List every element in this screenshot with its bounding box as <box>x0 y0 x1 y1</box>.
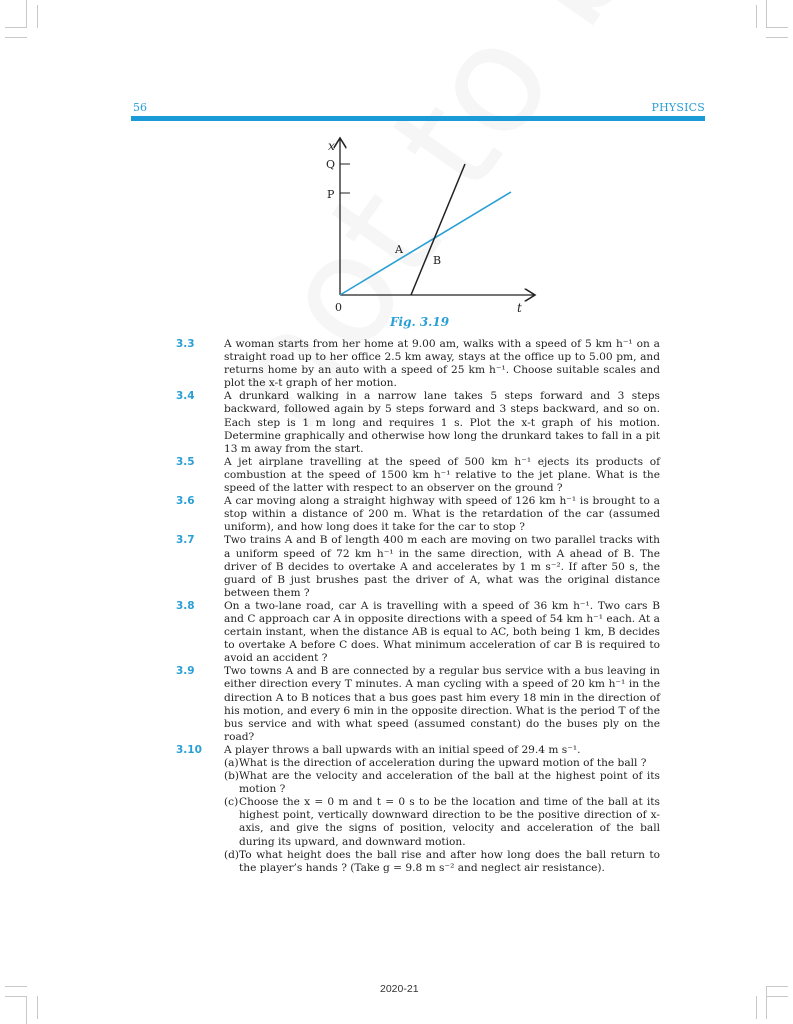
crop-mark-bottom-right <box>766 986 788 987</box>
sub-question-text: Choose the x = 0 m and t = 0 s to be the location and time of the ball at its highest point, vertically downward direction to be the positive direction of x-axis, and give the signs of position, velocity and acceleration of the ball during its upward, and downward motion. <box>239 796 660 848</box>
crop-mark-bottom-left <box>37 996 38 1019</box>
t-axis-label: t <box>517 301 522 315</box>
sub-question-d <box>224 849 660 875</box>
sub-question-text: To what height does the ball rise and after how long does the ball return to the player’s hands ? (Take g = 9.8 m s⁻² and neglect air resistance). <box>239 848 660 874</box>
crop-mark-bottom-left <box>5 986 27 987</box>
problem-3-4 <box>176 390 660 455</box>
crop-mark-bottom-right <box>766 986 767 1019</box>
problem-text: A drunkard walking in a narrow lane takes 5 steps forward and 3 steps backward, followed again by 5 steps forward and 3 steps backward, and so on. Each step is 1 m long and requires 1 s. Plot the x-t graph of his motion. Determine graphically and otherwise how long the drunkard takes to fall in a pit 13 m away from the start. <box>224 390 660 455</box>
problem-number: 3.10 <box>176 743 202 756</box>
problem-number: 3.6 <box>176 495 195 508</box>
problem-3-6 <box>176 495 660 534</box>
exercise-list <box>176 338 660 875</box>
problem-3-10 <box>176 744 660 875</box>
crop-mark-top-right <box>766 0 767 28</box>
sub-question-a <box>224 757 660 770</box>
header-rule <box>131 116 705 121</box>
crop-mark-top-left <box>5 37 27 38</box>
sub-question-text: What is the direction of acceleration during the upward motion of the ball ? <box>239 757 647 769</box>
problem-text: Two trains A and B of length 400 m each are moving on two parallel tracks with a uniform speed of 72 km h⁻¹ in the same direction, with A ahead of B. The driver of B decides to overtake A and accelerates by 1 m s⁻². If after 50 s, the guard of B just brushes past the driver of A, what was the original distance between them ? <box>224 534 660 599</box>
problem-number: 3.5 <box>176 455 195 468</box>
crop-mark-top-right <box>756 5 757 28</box>
problem-3-7 <box>176 534 660 599</box>
sub-question-label: (c) <box>224 796 239 809</box>
tick-q-label: Q <box>326 158 336 171</box>
line-b <box>411 164 465 295</box>
xt-graph-figure <box>300 130 550 340</box>
problem-text: A player throws a ball upwards with an initial speed of 29.4 m s⁻¹. <box>224 743 581 756</box>
problem-number: 3.9 <box>176 665 195 678</box>
problem-3-5 <box>176 456 660 495</box>
sub-question-b <box>224 770 660 796</box>
problem-text: A woman starts from her home at 9.00 am, walks with a speed of 5 km h⁻¹ on a straight road up to her office 2.5 km away, stays at the office up to 5.00 pm, and returns home by an auto with a speed of 25 km h⁻¹. Choose suitable scales and plot the x-t graph of her motion. <box>224 338 660 390</box>
problem-number: 3.8 <box>176 599 195 612</box>
crop-mark-top-right <box>766 27 788 28</box>
problem-3-8 <box>176 600 660 665</box>
problem-3-3 <box>176 338 660 390</box>
crop-mark-top-left <box>26 0 27 28</box>
footer-year: 2020-21 <box>380 983 419 995</box>
crop-mark-bottom-left <box>26 996 27 1024</box>
line-b-label: B <box>433 254 442 267</box>
crop-mark-bottom-right <box>766 996 788 997</box>
sub-question-label: (d) <box>224 848 240 861</box>
sub-question-text: What are the velocity and acceleration of the ball at the highest point of its motion ? <box>239 770 660 796</box>
crop-mark-top-right <box>766 37 788 38</box>
tick-p-label: P <box>327 188 335 201</box>
sub-question-c <box>224 796 660 848</box>
problem-text: A car moving along a straight highway with speed of 126 km h⁻¹ is brought to a stop within a distance of 200 m. What is the retardation of the car (assumed uniform), and how long does it take for the car to stop ? <box>224 495 660 534</box>
crop-mark-top-left <box>5 27 27 28</box>
problem-number: 3.4 <box>176 390 195 403</box>
sub-question-label: (b) <box>224 770 240 783</box>
problem-number: 3.3 <box>176 338 195 350</box>
running-header-subject: PHYSICS <box>651 101 705 114</box>
page-number: 56 <box>133 101 147 114</box>
figure-caption: Fig. 3.19 <box>390 315 450 329</box>
crop-mark-bottom-left <box>5 996 27 997</box>
line-a-label: A <box>395 243 403 256</box>
line-a <box>340 192 511 295</box>
sub-question-label: (a) <box>224 757 239 769</box>
problem-text: Two towns A and B are connected by a regular bus service with a bus leaving in either direction every T minutes. A man cycling with a speed of 20 km h⁻¹ in the direction A to B notices that a bus goes past him every 18 min in the direction of his motion, and every 6 min in the opposite direction. What is the period T of the bus service and with what speed (assumed constant) do the buses ply on the road? <box>224 665 660 743</box>
origin-label: 0 <box>335 301 342 314</box>
problem-text: On a two-lane road, car A is travelling with a speed of 36 km h⁻¹. Two cars B and C approach car A in opposite directions with a speed of 54 km h⁻¹ each. At a certain instant, when the distance AB is equal to AC, both being 1 km, B decides to overtake A before C does. What minimum acceleration of car B is required to avoid an accident ? <box>224 599 660 665</box>
x-axis-label: x <box>328 139 335 153</box>
problem-text: A jet airplane travelling at the speed of 500 km h⁻¹ ejects its products of combustion at the speed of 1500 km h⁻¹ relative to the jet plane. What is the speed of the latter with respect to an observer on the ground ? <box>224 455 660 495</box>
crop-mark-bottom-right <box>756 996 757 1019</box>
problem-3-9 <box>176 665 660 744</box>
crop-mark-top-left <box>37 5 38 28</box>
problem-number: 3.7 <box>176 534 195 547</box>
